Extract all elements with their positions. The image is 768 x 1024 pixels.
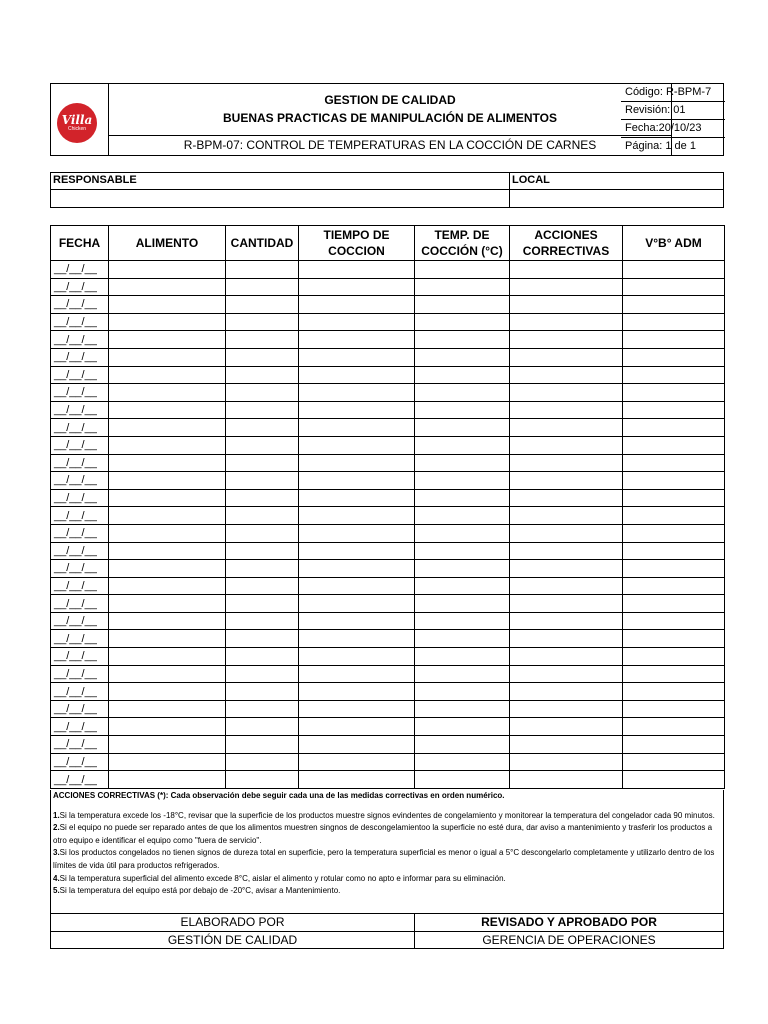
date-cell[interactable]: __/__/__ — [51, 665, 109, 683]
col-cantidad: CANTIDAD — [226, 226, 299, 261]
tiempo-cell[interactable] — [299, 489, 415, 507]
table-row — [51, 472, 725, 490]
table-body — [51, 261, 725, 789]
alimento-cell[interactable] — [109, 296, 226, 314]
table-row — [51, 348, 725, 366]
alimento-cell[interactable] — [109, 612, 226, 630]
notes-heading: ACCIONES CORRECTIVAS (*): Cada observación debe seguir cada una de las medidas correctivas en orden numérico. — [53, 791, 505, 800]
cantidad-cell[interactable] — [226, 436, 299, 454]
vb-cell[interactable] — [623, 665, 725, 683]
date-cell[interactable]: __/__/__ — [51, 736, 109, 754]
date-cell[interactable]: __/__/__ — [51, 331, 109, 349]
alimento-cell[interactable] — [109, 771, 226, 789]
responsable-local-box — [50, 172, 724, 208]
temp-cell[interactable] — [415, 648, 510, 666]
acciones-cell[interactable] — [510, 683, 623, 701]
table-row — [51, 612, 725, 630]
revision-field: Revisión: 01 — [621, 102, 725, 120]
vb-cell[interactable] — [623, 524, 725, 542]
temp-cell[interactable] — [415, 366, 510, 384]
alimento-cell[interactable] — [109, 524, 226, 542]
alimento-cell[interactable] — [109, 736, 226, 754]
alimento-cell[interactable] — [109, 278, 226, 296]
date-cell[interactable]: __/__/__ — [51, 261, 109, 279]
temp-cell[interactable] — [415, 595, 510, 613]
vb-cell[interactable] — [623, 296, 725, 314]
responsable-field[interactable] — [51, 190, 509, 207]
vb-cell[interactable] — [623, 261, 725, 279]
pagina-field: Página: 1 de 1 — [625, 140, 696, 152]
acciones-cell[interactable] — [510, 331, 623, 349]
date-cell[interactable]: __/__/__ — [51, 630, 109, 648]
temp-cell[interactable] — [415, 771, 510, 789]
cantidad-cell[interactable] — [226, 296, 299, 314]
acciones-cell[interactable] — [510, 665, 623, 683]
vb-cell[interactable] — [623, 507, 725, 525]
tiempo-cell[interactable] — [299, 718, 415, 736]
acciones-cell[interactable] — [510, 296, 623, 314]
table-row — [51, 736, 725, 754]
vb-cell[interactable] — [623, 718, 725, 736]
note-item-3: 3.Si los productos congelados no tienen signos de dureza total en superficie, pero la temperatura superficial es menor o igual a 5°C descongelarlo completamente y utilizarlo dentro de los límites de vida útil para productos refrigerados. — [53, 848, 715, 870]
acciones-cell[interactable] — [510, 771, 623, 789]
cantidad-cell[interactable] — [226, 454, 299, 472]
vb-cell[interactable] — [623, 612, 725, 630]
cantidad-cell[interactable] — [226, 560, 299, 578]
table-row — [51, 401, 725, 419]
temp-cell[interactable] — [415, 489, 510, 507]
logo-cell — [51, 84, 109, 155]
temp-cell[interactable] — [415, 472, 510, 490]
vb-cell[interactable] — [623, 454, 725, 472]
temp-cell[interactable] — [415, 577, 510, 595]
responsable-label: RESPONSABLE — [53, 174, 137, 186]
alimento-cell[interactable] — [109, 313, 226, 331]
date-cell[interactable]: __/__/__ — [51, 595, 109, 613]
cantidad-cell[interactable] — [226, 612, 299, 630]
alimento-cell[interactable] — [109, 630, 226, 648]
table-row — [51, 577, 725, 595]
alimento-cell[interactable] — [109, 648, 226, 666]
cantidad-cell[interactable] — [226, 472, 299, 490]
acciones-cell[interactable] — [510, 313, 623, 331]
col-fecha: FECHA — [51, 226, 109, 261]
table-row — [51, 630, 725, 648]
vb-cell[interactable] — [623, 736, 725, 754]
document-subtitle: R-BPM-07: CONTROL DE TEMPERATURAS EN LA COCCIÓN DE CARNES — [183, 138, 597, 152]
date-cell[interactable]: __/__/__ — [51, 683, 109, 701]
temp-cell[interactable] — [415, 348, 510, 366]
table-row — [51, 524, 725, 542]
cantidad-cell[interactable] — [226, 507, 299, 525]
date-cell[interactable]: __/__/__ — [51, 771, 109, 789]
alimento-cell[interactable] — [109, 401, 226, 419]
alimento-cell[interactable] — [109, 718, 226, 736]
alimento-cell[interactable] — [109, 348, 226, 366]
date-cell[interactable]: __/__/__ — [51, 753, 109, 771]
date-cell[interactable]: __/__/__ — [51, 296, 109, 314]
tiempo-cell[interactable] — [299, 560, 415, 578]
vb-cell[interactable] — [623, 771, 725, 789]
table-row — [51, 700, 725, 718]
logo-name: Villa — [61, 113, 93, 127]
revisado-value: GERENCIA DE OPERACIONES — [482, 933, 656, 947]
temp-cell[interactable] — [415, 331, 510, 349]
acciones-cell[interactable] — [510, 630, 623, 648]
date-cell[interactable]: __/__/__ — [51, 718, 109, 736]
temp-cell[interactable] — [415, 683, 510, 701]
col-alimento: ALIMENTO — [109, 226, 226, 261]
tiempo-cell[interactable] — [299, 595, 415, 613]
table-row — [51, 454, 725, 472]
date-cell[interactable]: __/__/__ — [51, 489, 109, 507]
table-row — [51, 595, 725, 613]
vb-cell[interactable] — [623, 384, 725, 402]
acciones-cell[interactable] — [510, 278, 623, 296]
alimento-cell[interactable] — [109, 366, 226, 384]
vb-cell[interactable] — [623, 313, 725, 331]
codigo-field: Código: R-BPM-7 — [621, 84, 725, 102]
alimento-cell[interactable] — [109, 700, 226, 718]
date-cell[interactable]: __/__/__ — [51, 278, 109, 296]
date-cell[interactable]: __/__/__ — [51, 454, 109, 472]
temp-cell[interactable] — [415, 612, 510, 630]
vb-cell[interactable] — [623, 489, 725, 507]
tiempo-cell[interactable] — [299, 436, 415, 454]
logo-tagline: Chicken — [67, 126, 87, 132]
date-cell[interactable]: __/__/__ — [51, 560, 109, 578]
vb-cell[interactable] — [623, 401, 725, 419]
date-cell[interactable]: __/__/__ — [51, 612, 109, 630]
tiempo-cell[interactable] — [299, 419, 415, 437]
alimento-cell[interactable] — [109, 261, 226, 279]
acciones-cell[interactable] — [510, 366, 623, 384]
temp-cell[interactable] — [415, 700, 510, 718]
cantidad-cell[interactable] — [226, 753, 299, 771]
cantidad-cell[interactable] — [226, 261, 299, 279]
date-cell[interactable]: __/__/__ — [51, 348, 109, 366]
table-row — [51, 296, 725, 314]
cantidad-cell[interactable] — [226, 313, 299, 331]
table-row — [51, 648, 725, 666]
table-row — [51, 683, 725, 701]
acciones-cell[interactable] — [510, 577, 623, 595]
vb-cell[interactable] — [623, 560, 725, 578]
local-field[interactable] — [510, 190, 723, 207]
acciones-cell[interactable] — [510, 261, 623, 279]
cantidad-cell[interactable] — [226, 683, 299, 701]
alimento-cell[interactable] — [109, 560, 226, 578]
tiempo-cell[interactable] — [299, 648, 415, 666]
temp-cell[interactable] — [415, 524, 510, 542]
vb-cell[interactable] — [623, 630, 725, 648]
acciones-cell[interactable] — [510, 718, 623, 736]
date-cell[interactable]: __/__/__ — [51, 524, 109, 542]
tiempo-cell[interactable] — [299, 313, 415, 331]
cantidad-cell[interactable] — [226, 278, 299, 296]
elaborado-value: GESTIÓN DE CALIDAD — [167, 933, 298, 947]
acciones-cell[interactable] — [510, 454, 623, 472]
temp-cell[interactable] — [415, 454, 510, 472]
acciones-cell[interactable] — [510, 419, 623, 437]
tiempo-cell[interactable] — [299, 472, 415, 490]
date-cell[interactable]: __/__/__ — [51, 542, 109, 560]
temperature-log-table — [50, 225, 725, 789]
cantidad-cell[interactable] — [226, 665, 299, 683]
tiempo-cell[interactable] — [299, 348, 415, 366]
table-row — [51, 665, 725, 683]
table-row — [51, 366, 725, 384]
tiempo-cell[interactable] — [299, 771, 415, 789]
date-cell[interactable]: __/__/__ — [51, 401, 109, 419]
note-item-4: 4.Si la temperatura superficial del alimento excede 8°C, aislar el alimento y rotular como no apto e informar para su eliminación. — [53, 873, 506, 883]
date-cell[interactable]: __/__/__ — [51, 419, 109, 437]
date-cell[interactable]: __/__/__ — [51, 648, 109, 666]
tiempo-cell[interactable] — [299, 665, 415, 683]
temp-cell[interactable] — [415, 296, 510, 314]
vb-cell[interactable] — [623, 700, 725, 718]
vb-cell[interactable] — [623, 683, 725, 701]
table-row — [51, 560, 725, 578]
vb-cell[interactable] — [623, 419, 725, 437]
acciones-cell[interactable] — [510, 489, 623, 507]
date-cell[interactable]: __/__/__ — [51, 577, 109, 595]
temp-cell[interactable] — [415, 261, 510, 279]
acciones-cell[interactable] — [510, 595, 623, 613]
vb-cell[interactable] — [623, 595, 725, 613]
cantidad-cell[interactable] — [226, 348, 299, 366]
alimento-cell[interactable] — [109, 753, 226, 771]
vb-cell[interactable] — [623, 542, 725, 560]
tiempo-cell[interactable] — [299, 524, 415, 542]
col-tiempo-coccion: TIEMPO DE COCCION — [299, 226, 415, 261]
temp-cell[interactable] — [415, 384, 510, 402]
table-row — [51, 771, 725, 789]
tiempo-cell[interactable] — [299, 612, 415, 630]
signature-block — [50, 913, 724, 949]
acciones-cell[interactable] — [510, 401, 623, 419]
cantidad-cell[interactable] — [226, 384, 299, 402]
tiempo-cell[interactable] — [299, 700, 415, 718]
tiempo-cell[interactable] — [299, 542, 415, 560]
table-row — [51, 718, 725, 736]
temp-cell[interactable] — [415, 665, 510, 683]
acciones-cell[interactable] — [510, 560, 623, 578]
fecha-field: Fecha:20/10/23 — [621, 120, 725, 138]
acciones-cell[interactable] — [510, 753, 623, 771]
acciones-cell[interactable] — [510, 384, 623, 402]
temp-cell[interactable] — [415, 419, 510, 437]
col-temp-coccion: TEMP. DE COCCIÓN (°C) — [415, 226, 510, 261]
alimento-cell[interactable] — [109, 436, 226, 454]
alimento-cell[interactable] — [109, 331, 226, 349]
elaborado-label: ELABORADO POR — [180, 915, 285, 929]
cantidad-cell[interactable] — [226, 718, 299, 736]
tiempo-cell[interactable] — [299, 384, 415, 402]
cantidad-cell[interactable] — [226, 595, 299, 613]
acciones-cell[interactable] — [510, 648, 623, 666]
vb-cell[interactable] — [623, 278, 725, 296]
alimento-cell[interactable] — [109, 489, 226, 507]
revisado-label: REVISADO Y APROBADO POR — [481, 915, 657, 929]
tiempo-cell[interactable] — [299, 507, 415, 525]
alimento-cell[interactable] — [109, 507, 226, 525]
cantidad-cell[interactable] — [226, 542, 299, 560]
tiempo-cell[interactable] — [299, 454, 415, 472]
table-row — [51, 313, 725, 331]
acciones-cell[interactable] — [510, 507, 623, 525]
acciones-cell[interactable] — [510, 348, 623, 366]
title-cell — [109, 84, 671, 136]
cantidad-cell[interactable] — [226, 648, 299, 666]
table-header-row — [51, 226, 725, 261]
cantidad-cell[interactable] — [226, 577, 299, 595]
temp-cell[interactable] — [415, 718, 510, 736]
alimento-cell[interactable] — [109, 665, 226, 683]
local-label: LOCAL — [512, 174, 550, 186]
table-row — [51, 384, 725, 402]
note-item-1: 1.Si la temperatura excede los -18°C, revisar que la superficie de los productos muestre signos evindentes de congelamiento y monitorear la temperatura del congelador cada 90 minutos. — [53, 810, 715, 820]
alimento-cell[interactable] — [109, 595, 226, 613]
alimento-cell[interactable] — [109, 472, 226, 490]
villa-chicken-logo — [57, 103, 97, 143]
tiempo-cell[interactable] — [299, 577, 415, 595]
header-line2: BUENAS PRACTICAS DE MANIPULACIÓN DE ALIMENTOS — [222, 111, 557, 125]
tiempo-cell[interactable] — [299, 366, 415, 384]
vb-cell[interactable] — [623, 366, 725, 384]
temp-cell[interactable] — [415, 753, 510, 771]
cantidad-cell[interactable] — [226, 366, 299, 384]
tiempo-cell[interactable] — [299, 278, 415, 296]
tiempo-cell[interactable] — [299, 331, 415, 349]
table-row — [51, 331, 725, 349]
vb-cell[interactable] — [623, 348, 725, 366]
tiempo-cell[interactable] — [299, 296, 415, 314]
alimento-cell[interactable] — [109, 577, 226, 595]
tiempo-cell[interactable] — [299, 753, 415, 771]
table-row — [51, 753, 725, 771]
table-row — [51, 507, 725, 525]
col-acciones-correctivas: ACCIONES CORRECTIVAS — [510, 226, 623, 261]
date-cell[interactable]: __/__/__ — [51, 700, 109, 718]
tiempo-cell[interactable] — [299, 683, 415, 701]
temp-cell[interactable] — [415, 507, 510, 525]
tiempo-cell[interactable] — [299, 630, 415, 648]
acciones-cell[interactable] — [510, 542, 623, 560]
note-item-2: 2.Si el equipo no puede ser reparado antes de que los alimentos muestren singnos de descongelamientoo la superficie no esté dura, dar aviso a mantenimiento y trasferir los productos a otro equipo e identificar el equipo como "fuera de servicio". — [53, 823, 713, 845]
alimento-cell[interactable] — [109, 542, 226, 560]
date-cell[interactable]: __/__/__ — [51, 436, 109, 454]
temp-cell[interactable] — [415, 560, 510, 578]
tiempo-cell[interactable] — [299, 401, 415, 419]
temp-cell[interactable] — [415, 313, 510, 331]
cantidad-cell[interactable] — [226, 419, 299, 437]
vb-cell[interactable] — [623, 436, 725, 454]
temp-cell[interactable] — [415, 736, 510, 754]
temp-cell[interactable] — [415, 278, 510, 296]
cantidad-cell[interactable] — [226, 489, 299, 507]
temp-cell[interactable] — [415, 630, 510, 648]
date-cell[interactable]: __/__/__ — [51, 507, 109, 525]
table-row — [51, 489, 725, 507]
temp-cell[interactable] — [415, 436, 510, 454]
vb-cell[interactable] — [623, 331, 725, 349]
col-vb-adm: V°B° ADM — [623, 226, 725, 261]
cantidad-cell[interactable] — [226, 736, 299, 754]
cantidad-cell[interactable] — [226, 771, 299, 789]
table-row — [51, 419, 725, 437]
acciones-cell[interactable] — [510, 472, 623, 490]
tiempo-cell[interactable] — [299, 261, 415, 279]
note-item-5: 5.Si la temperatura del equipo está por debajo de -20°C, avisar a Mantenimiento. — [53, 886, 341, 896]
date-cell[interactable]: __/__/__ — [51, 313, 109, 331]
temp-cell[interactable] — [415, 542, 510, 560]
tiempo-cell[interactable] — [299, 736, 415, 754]
alimento-cell[interactable] — [109, 683, 226, 701]
table-row — [51, 436, 725, 454]
date-cell[interactable]: __/__/__ — [51, 366, 109, 384]
acciones-cell[interactable] — [510, 436, 623, 454]
acciones-cell[interactable] — [510, 736, 623, 754]
date-cell[interactable]: __/__/__ — [51, 472, 109, 490]
temp-cell[interactable] — [415, 401, 510, 419]
corrective-actions-notes — [50, 790, 724, 914]
table-row — [51, 542, 725, 560]
vb-cell[interactable] — [623, 648, 725, 666]
acciones-cell[interactable] — [510, 612, 623, 630]
cantidad-cell[interactable] — [226, 630, 299, 648]
table-row — [51, 278, 725, 296]
alimento-cell[interactable] — [109, 419, 226, 437]
cantidad-cell[interactable] — [226, 331, 299, 349]
alimento-cell[interactable] — [109, 384, 226, 402]
acciones-cell[interactable] — [510, 524, 623, 542]
cantidad-cell[interactable] — [226, 524, 299, 542]
cantidad-cell[interactable] — [226, 700, 299, 718]
table-row — [51, 261, 725, 279]
header-line1: GESTION DE CALIDAD — [324, 93, 456, 107]
vb-cell[interactable] — [623, 472, 725, 490]
vb-cell[interactable] — [623, 753, 725, 771]
alimento-cell[interactable] — [109, 454, 226, 472]
vb-cell[interactable] — [623, 577, 725, 595]
date-cell[interactable]: __/__/__ — [51, 384, 109, 402]
cantidad-cell[interactable] — [226, 401, 299, 419]
acciones-cell[interactable] — [510, 700, 623, 718]
